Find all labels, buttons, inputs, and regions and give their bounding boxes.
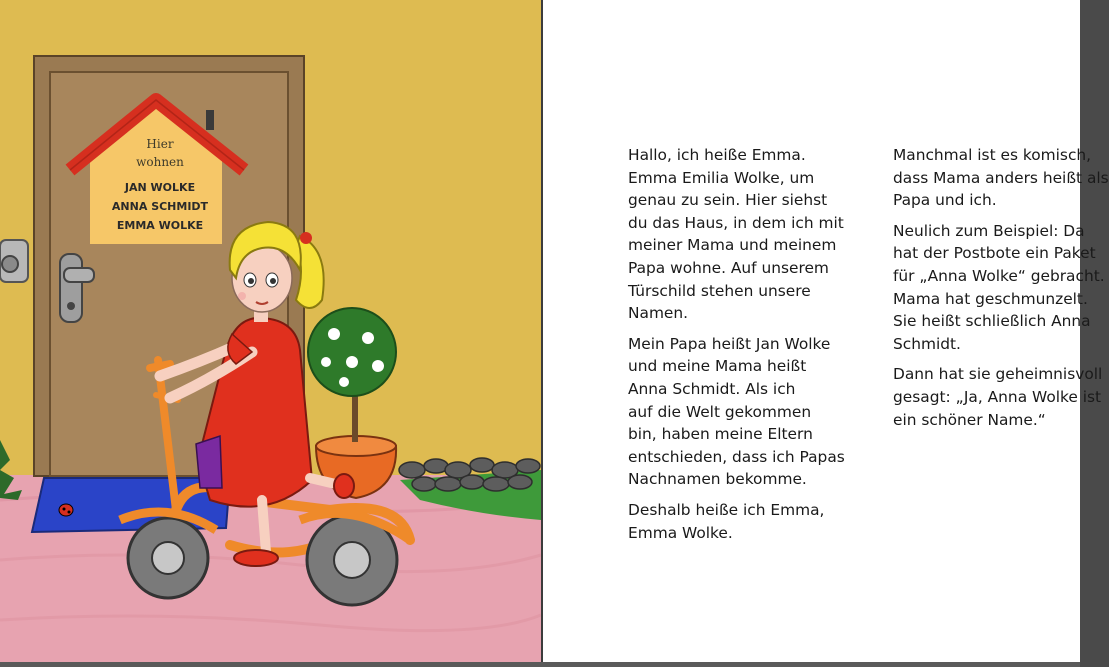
door-sign-line1: Hier [146, 137, 174, 151]
text-line: Deshalb heiße ich Emma, [628, 500, 825, 519]
text-line: dass Mama anders heißt als [893, 168, 1109, 187]
text-column-left [628, 144, 845, 552]
text-column-right [893, 144, 1109, 439]
text-line: Papa wohne. Auf unserem [628, 258, 829, 277]
door-sign-line2: wohnen [136, 155, 184, 169]
text-line: Hallo, ich heiße Emma. [628, 146, 806, 164]
text-line: und meine Mama heißt [628, 357, 807, 376]
paragraph [628, 499, 845, 544]
door-sign-name-3: EMMA WOLKE [116, 219, 204, 232]
text-line: entschieden, dass ich Papas [628, 447, 845, 466]
text-line: Mein Papa heißt Jan Wolke [628, 334, 831, 353]
paragraph [893, 363, 1103, 431]
text-line: ein schöner Name.“ [893, 410, 1046, 429]
text-line: bin, haben meine Eltern [628, 425, 813, 444]
text-line: Mama hat geschmunzelt. [893, 289, 1088, 308]
paragraph [628, 144, 845, 325]
text-line: meiner Mama und meinem [628, 236, 837, 255]
text-line: Türschild stehen unsere [628, 281, 811, 300]
text-line: gesagt: „Ja, Anna Wolke ist [893, 387, 1102, 406]
text-line: Papa und ich. [893, 191, 997, 210]
text-line: Neulich zum Beispiel: Da [893, 221, 1085, 240]
text-line: Manchmal ist es komisch, [893, 146, 1092, 164]
text-line: Sie heißt schließlich Anna [893, 312, 1091, 331]
text-line: Emma Emilia Wolke, um [628, 168, 815, 187]
text-line: Schmidt. [893, 334, 961, 353]
paragraph [628, 333, 845, 491]
text-line: Nachnamen bekomme. [628, 470, 807, 489]
bottom-edge [0, 662, 1080, 667]
text-line: Namen. [628, 304, 689, 323]
text-line: du das Haus, in dem ich mit [628, 213, 844, 232]
illustration-page [0, 0, 541, 662]
page-gutter [541, 0, 543, 662]
text-line: für „Anna Wolke“ gebracht. [893, 266, 1105, 285]
door-sign-name-2: ANNA SCHMIDT [111, 200, 209, 213]
text-line: Dann hat sie geheimnisvoll [893, 365, 1103, 384]
text-line: auf die Welt gekommen [628, 402, 812, 421]
paragraph [893, 144, 1109, 212]
text-line: hat der Postbote ein Paket [893, 244, 1096, 263]
text-line: genau zu sein. Hier siehst [628, 191, 828, 210]
text-line: Emma Wolke. [628, 523, 733, 542]
paragraph [893, 220, 1105, 356]
text-line: Anna Schmidt. Als ich [628, 379, 796, 398]
door-sign-name-1: JAN WOLKE [124, 181, 196, 194]
ladybug-icon [59, 504, 73, 516]
